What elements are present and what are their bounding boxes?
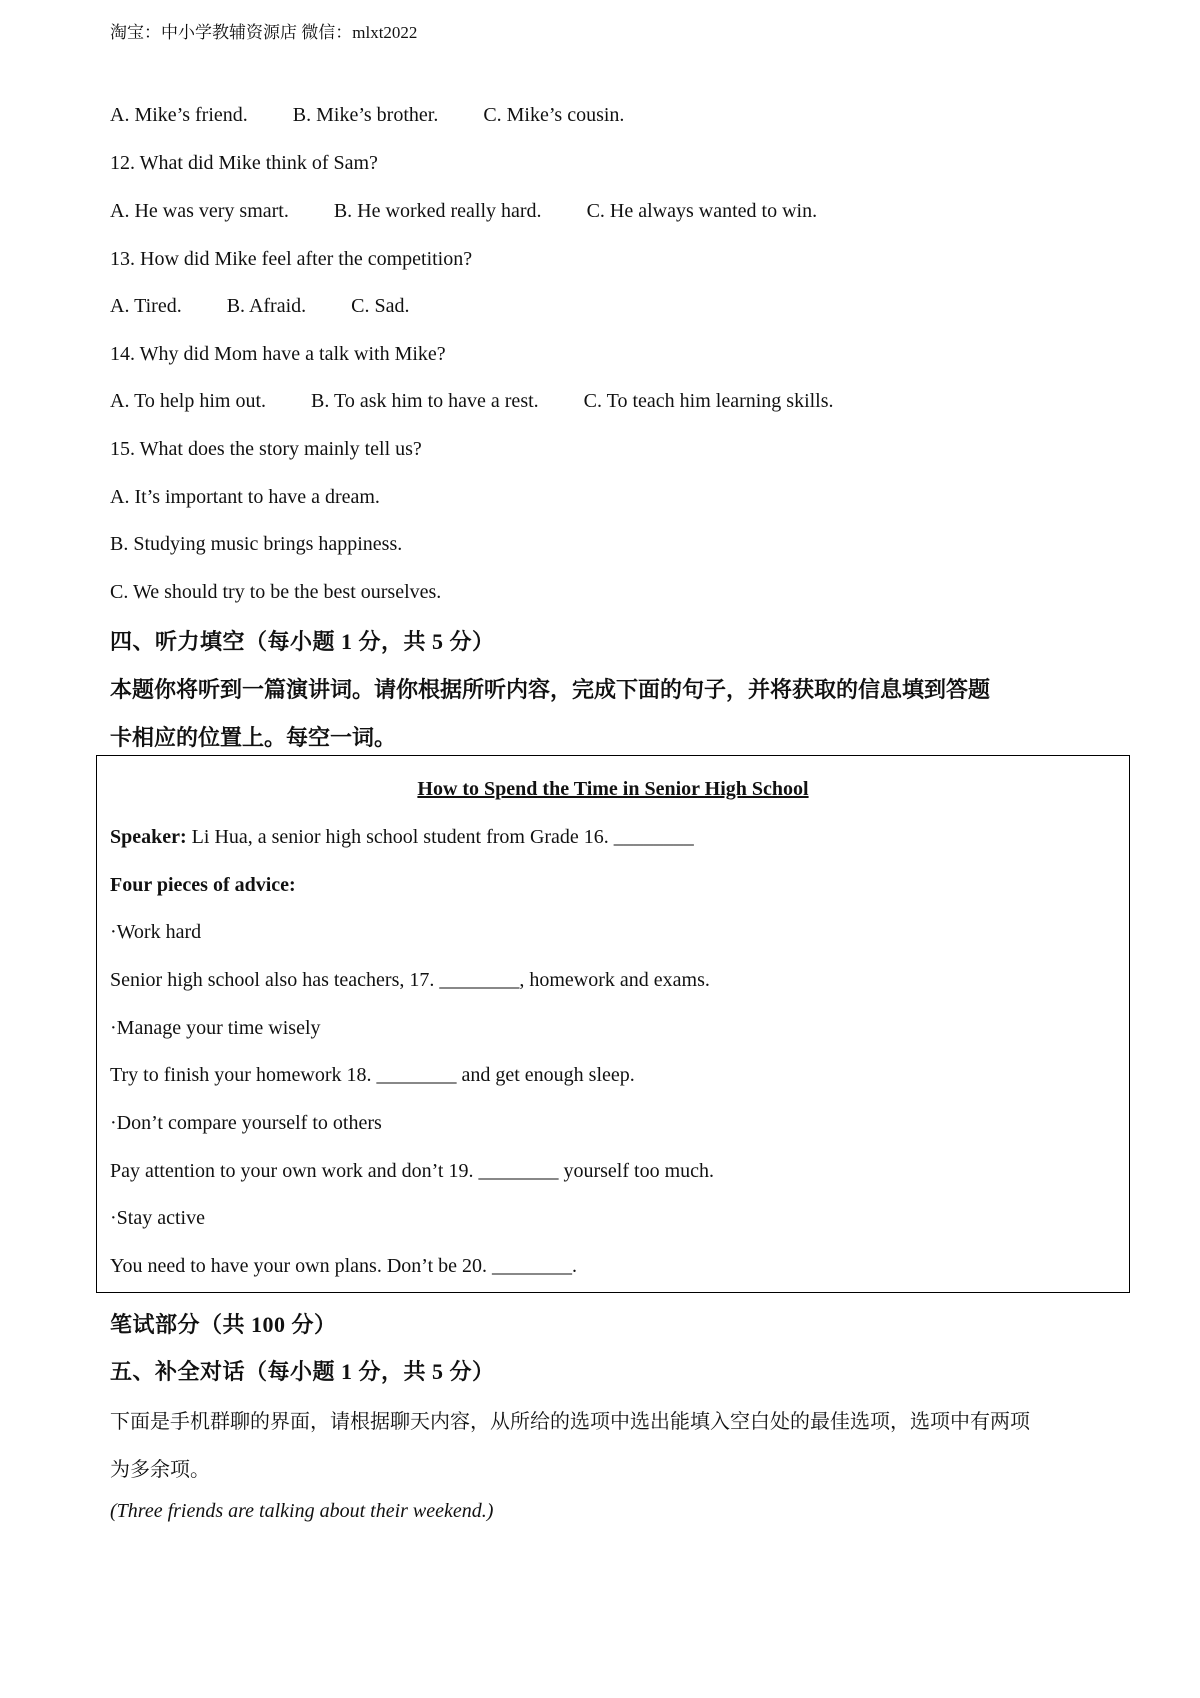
option-c: C. To teach him learning skills. [583,390,834,412]
header-watermark: 淘宝：中小学教辅资源店 微信：mlxt2022 [110,23,418,42]
advice3-text: Pay attention to your own work and don’t 19. ________ yourself too much. [110,1160,715,1182]
section5-instructions-line1: 下面是手机群聊的界面，请根据聊天内容，从所给的选项中选出能填入空白处的最佳选项，选项中有两项 [110,1411,1030,1433]
option-b: B. Mike’s brother. [292,104,439,126]
q11-options [110,104,664,127]
q15-question: 15. What does the story mainly tell us? [110,438,422,460]
box-title: How to Spend the Time in Senior High School [417,778,809,800]
section4-heading: 四、听力填空（每小题 1 分，共 5 分） [110,629,495,654]
option-c: C. Sad. [351,295,410,317]
section4-instructions-line1: 本题你将听到一篇演讲词。请你根据所听内容，完成下面的句子，并将获取的信息填到答题 [110,677,991,702]
advice1-text: Senior high school also has teachers, 17. ________, homework and exams. [110,969,710,991]
written-heading: 笔试部分（共 100 分） [110,1312,337,1337]
option-c: C. He always wanted to win. [586,200,818,222]
q15-option-a: A. It’s important to have a dream. [110,486,380,508]
option-c: C. Mike’s cousin. [483,104,625,126]
option-b: B. He worked really hard. [333,200,542,222]
option-b: B. Afraid. [226,295,307,317]
speaker-text: Li Hua, a senior high school student from Grade 16. ________ [186,826,694,848]
option-b: B. To ask him to have a rest. [311,390,539,412]
advice4-text: You need to have your own plans. Don’t be 20. ________. [110,1255,578,1277]
option-a: A. Mike’s friend. [110,104,248,126]
section4-instructions-line2: 卡相应的位置上。每空一词。 [110,725,397,750]
section5-instructions-line2: 为多余项。 [110,1459,210,1481]
q12-options [110,200,857,223]
q14-question: 14. Why did Mom have a talk with Mike? [110,343,446,365]
advice1-title: ·Work hard [110,921,202,943]
speaker-line [110,826,694,849]
q13-options [110,295,449,318]
section5-heading: 五、补全对话（每小题 1 分，共 5 分） [110,1359,495,1384]
advice4-title: ·Stay active [110,1207,205,1229]
option-a: A. To help him out. [110,390,267,412]
listening-notes-box [96,755,1130,1293]
q15-option-c: C. We should try to be the best ourselves. [110,581,442,603]
advice3-title: ·Don’t compare yourself to others [110,1112,382,1134]
q14-options [110,390,874,413]
q15-option-b: B. Studying music brings happiness. [110,533,403,555]
option-a: A. He was very smart. [110,200,289,222]
advice-label: Four pieces of advice: [110,874,296,896]
advice2-title: ·Manage your time wisely [110,1017,321,1039]
speaker-label: Speaker: [110,826,187,848]
q12-question: 12. What did Mike think of Sam? [110,152,378,174]
option-a: A. Tired. [110,295,182,317]
advice2-text: Try to finish your homework 18. ________ and get enough sleep. [110,1064,635,1086]
section5-context: (Three friends are talking about their weekend.) [110,1500,494,1522]
q13-question: 13. How did Mike feel after the competition? [110,248,473,270]
